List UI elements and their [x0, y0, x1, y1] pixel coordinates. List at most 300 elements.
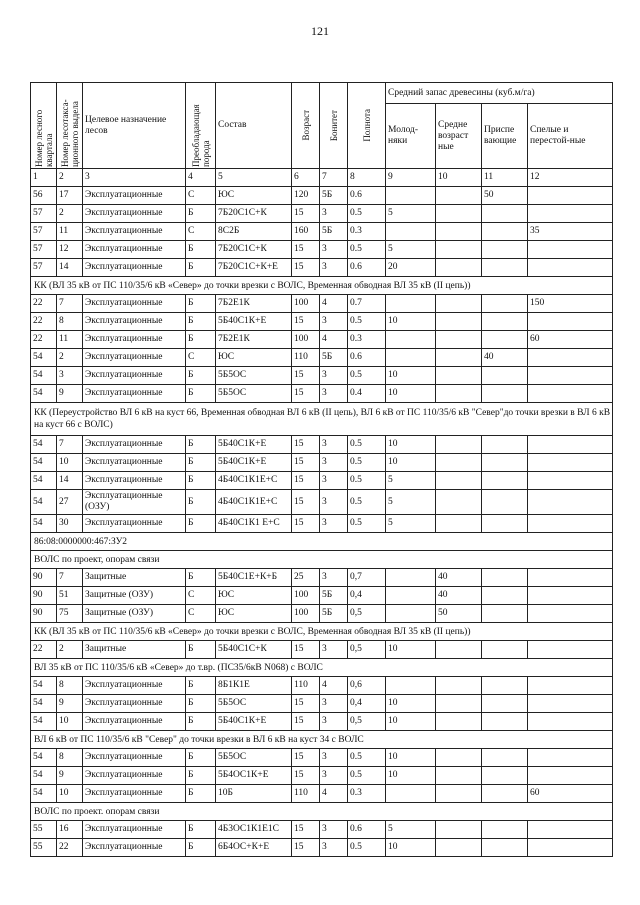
table-cell [436, 205, 482, 223]
table-cell: 22 [57, 839, 83, 857]
table-row [31, 821, 613, 839]
table-row [31, 187, 613, 205]
table-cell: 0.5 [348, 490, 386, 515]
table-cell [482, 259, 528, 277]
table-cell: Б [186, 713, 216, 731]
table-cell: 3 [320, 821, 348, 839]
table-cell [436, 472, 482, 490]
header-allotment: Номер лесотакса-ционного выдела [57, 83, 83, 169]
table-cell: 0,5 [348, 605, 386, 623]
table-cell: Эксплуатационные [83, 187, 186, 205]
table-cell [386, 187, 436, 205]
table-cell: 10 [386, 695, 436, 713]
table-cell: 54 [31, 515, 57, 533]
table-cell: 15 [292, 241, 320, 259]
section-row [31, 551, 613, 569]
table-cell: 3 [320, 839, 348, 857]
table-cell: 3 [57, 367, 83, 385]
table-cell: 0.5 [348, 454, 386, 472]
table-cell: 6Б4ОС+К+Е [216, 839, 292, 857]
table-cell [482, 295, 528, 313]
header-density: Полнота [348, 83, 386, 169]
table-cell [436, 515, 482, 533]
table-row [31, 385, 613, 403]
table-cell: 16 [57, 821, 83, 839]
table-cell: 60 [528, 331, 613, 349]
table-cell [482, 472, 528, 490]
table-cell: 0.5 [348, 367, 386, 385]
table-row [31, 677, 613, 695]
table-cell: Эксплуатационные [83, 695, 186, 713]
table-cell [528, 749, 613, 767]
table-cell: 7 [57, 295, 83, 313]
table-cell: 5Б40С1К+Е [216, 436, 292, 454]
table-cell [482, 695, 528, 713]
table-cell: 40 [436, 569, 482, 587]
table-cell: Эксплуатационные [83, 331, 186, 349]
table-cell: 3 [320, 241, 348, 259]
table-cell [436, 821, 482, 839]
table-cell: Эксплуатационные [83, 295, 186, 313]
table-cell: 30 [57, 515, 83, 533]
table-cell [528, 367, 613, 385]
table-cell: 8 [57, 749, 83, 767]
table-row [31, 605, 613, 623]
table-cell: 0,6 [348, 677, 386, 695]
table-cell [386, 605, 436, 623]
header-mature: Спелые и перестой-ные [528, 104, 613, 169]
table-cell [436, 785, 482, 803]
table-row [31, 472, 613, 490]
table-cell: 11 [57, 223, 83, 241]
section-row [31, 659, 613, 677]
table-cell: Б [186, 385, 216, 403]
table-cell: 22 [31, 331, 57, 349]
header-composition: Состав [216, 83, 292, 169]
table-row [31, 223, 613, 241]
section-title: КК (ВЛ 35 кВ от ПС 110/35/6 кВ «Север» до точки врезки с ВОЛС, Временная обводная ВЛ 35 кВ (II цепь)) [31, 277, 613, 295]
header-young: Молод-няки [386, 104, 436, 169]
table-cell: 9 [57, 767, 83, 785]
table-cell [528, 587, 613, 605]
table-cell [436, 695, 482, 713]
table-cell: Б [186, 295, 216, 313]
table-row [31, 749, 613, 767]
table-cell: 15 [292, 367, 320, 385]
table-cell [528, 187, 613, 205]
table-cell [386, 785, 436, 803]
table-cell: 55 [31, 821, 57, 839]
table-cell: ЮС [216, 187, 292, 205]
table-cell: 0.6 [348, 187, 386, 205]
table-cell [436, 349, 482, 367]
table-cell: 3 [320, 367, 348, 385]
table-cell [528, 454, 613, 472]
table-cell [386, 349, 436, 367]
table-cell: 54 [31, 349, 57, 367]
table-cell [528, 313, 613, 331]
table-cell: 54 [31, 677, 57, 695]
column-number-cell: 10 [436, 169, 482, 187]
table-cell: Защитные [83, 569, 186, 587]
table-cell: С [186, 223, 216, 241]
table-cell: 3 [320, 749, 348, 767]
table-cell: Б [186, 569, 216, 587]
table-cell: 10 [386, 367, 436, 385]
table-cell: 15 [292, 259, 320, 277]
table-cell: 4Б40С1К1Е+С [216, 490, 292, 515]
forest-stock-table [30, 82, 613, 857]
table-cell: 0,5 [348, 713, 386, 731]
table-cell: 27 [57, 490, 83, 515]
table-cell: 57 [31, 241, 57, 259]
table-cell: 40 [436, 587, 482, 605]
table-cell: Б [186, 205, 216, 223]
table-cell: 75 [57, 605, 83, 623]
table-cell [482, 490, 528, 515]
table-row [31, 785, 613, 803]
table-cell: 10 [386, 767, 436, 785]
table-cell: С [186, 605, 216, 623]
table-cell: 15 [292, 490, 320, 515]
table-cell: 120 [292, 187, 320, 205]
table-cell: 55 [31, 839, 57, 857]
table-cell [528, 241, 613, 259]
table-cell: 7 [57, 436, 83, 454]
table-cell: Эксплуатационные [83, 839, 186, 857]
table-cell: 22 [31, 295, 57, 313]
table-cell: Эксплуатационные [83, 367, 186, 385]
table-body [31, 187, 613, 857]
table-cell: 150 [528, 295, 613, 313]
table-cell [436, 223, 482, 241]
table-cell: 5Б [320, 587, 348, 605]
section-row [31, 623, 613, 641]
table-cell: 3 [320, 569, 348, 587]
table-cell [482, 821, 528, 839]
table-cell: 5Б40С1К+Е [216, 313, 292, 331]
column-number-cell: 12 [528, 169, 613, 187]
table-cell: 3 [320, 515, 348, 533]
header-purpose: Целевое назначение лесов [83, 83, 186, 169]
table-cell [482, 454, 528, 472]
table-cell: 8 [57, 677, 83, 695]
table-cell [482, 677, 528, 695]
table-cell: 51 [57, 587, 83, 605]
table-cell [528, 767, 613, 785]
table-cell: 0.4 [348, 385, 386, 403]
table-cell: 7Б20С1С+К [216, 205, 292, 223]
table-cell: 0.6 [348, 259, 386, 277]
table-cell: 100 [292, 331, 320, 349]
table-cell: 54 [31, 785, 57, 803]
table-cell: 50 [436, 605, 482, 623]
table-cell: 5 [386, 515, 436, 533]
table-cell: 50 [482, 187, 528, 205]
table-cell: 54 [31, 490, 57, 515]
table-cell: ЮС [216, 587, 292, 605]
table-cell: 9 [57, 385, 83, 403]
column-number-cell: 6 [292, 169, 320, 187]
column-number-cell: 9 [386, 169, 436, 187]
table-row [31, 490, 613, 515]
table-cell: 3 [320, 205, 348, 223]
table-cell: 3 [320, 713, 348, 731]
table-cell: Защитные [83, 641, 186, 659]
table-cell: 0.5 [348, 472, 386, 490]
table-cell [436, 241, 482, 259]
section-row [31, 277, 613, 295]
column-number-cell: 7 [320, 169, 348, 187]
table-cell [482, 713, 528, 731]
table-cell: 90 [31, 587, 57, 605]
table-cell [436, 767, 482, 785]
table-cell: 0.3 [348, 785, 386, 803]
table-row [31, 436, 613, 454]
table-cell: 4Б40С1К1 Е+С [216, 515, 292, 533]
table-cell: 10 [386, 313, 436, 331]
table-cell: 2 [57, 349, 83, 367]
table-cell [436, 641, 482, 659]
table-cell: 54 [31, 454, 57, 472]
table-cell: Эксплуатационные [83, 241, 186, 259]
table-cell: Б [186, 821, 216, 839]
table-cell: 5Б5ОС [216, 385, 292, 403]
table-cell [482, 367, 528, 385]
column-number-cell: 2 [57, 169, 83, 187]
table-cell: 15 [292, 749, 320, 767]
section-title: ВЛ 6 кВ от ПС 110/35/6 кВ "Север" до точки врезки в ВЛ 6 кВ на куст 34 с ВОЛС [31, 731, 613, 749]
table-cell: 10 [386, 713, 436, 731]
table-cell [528, 205, 613, 223]
table-cell [528, 839, 613, 857]
table-cell [482, 385, 528, 403]
table-cell: 57 [31, 259, 57, 277]
table-cell: 5 [386, 490, 436, 515]
table-cell: 20 [386, 259, 436, 277]
table-cell: 5Б40С1К+Е [216, 454, 292, 472]
table-cell: 0.5 [348, 749, 386, 767]
section-row [31, 803, 613, 821]
table-cell: 15 [292, 454, 320, 472]
table-cell: С [186, 187, 216, 205]
table-cell: Эксплуатационные [83, 515, 186, 533]
table-cell [528, 821, 613, 839]
table-cell: 4 [320, 331, 348, 349]
table-cell: 15 [292, 695, 320, 713]
table-cell: Эксплуатационные [83, 349, 186, 367]
table-cell: 2 [57, 205, 83, 223]
table-cell: Б [186, 515, 216, 533]
table-cell [528, 641, 613, 659]
table-cell: 0.7 [348, 295, 386, 313]
table-cell [482, 331, 528, 349]
table-cell: 3 [320, 259, 348, 277]
table-cell: 5Б [320, 187, 348, 205]
table-cell: Эксплуатационные [83, 677, 186, 695]
table-cell: 110 [292, 349, 320, 367]
table-cell: Эксплуатационные [83, 205, 186, 223]
table-cell: 0.5 [348, 313, 386, 331]
table-cell [436, 385, 482, 403]
section-title: ВЛ 35 кВ от ПС 110/35/6 кВ «Север» до т.вр. (ПС35/6кВ N068) с ВОЛС [31, 659, 613, 677]
table-cell: 3 [320, 472, 348, 490]
table-cell: 5 [386, 205, 436, 223]
table-cell: 110 [292, 785, 320, 803]
table-cell: 54 [31, 767, 57, 785]
table-cell: 10 [386, 641, 436, 659]
table-cell: 54 [31, 749, 57, 767]
table-cell: 15 [292, 472, 320, 490]
table-cell: 160 [292, 223, 320, 241]
table-cell: Защитные (ОЗУ) [83, 587, 186, 605]
table-cell [528, 515, 613, 533]
table-cell: Б [186, 436, 216, 454]
table-cell [436, 187, 482, 205]
header-middle-aged: Средне возраст ные [436, 104, 482, 169]
table-cell [528, 677, 613, 695]
section-title: ВОЛС по проект. опорам связи [31, 803, 613, 821]
table-cell: 8Б1К1Е [216, 677, 292, 695]
table-cell: Защитные (ОЗУ) [83, 605, 186, 623]
table-cell [482, 515, 528, 533]
table-row [31, 313, 613, 331]
table-cell: 4 [320, 295, 348, 313]
table-cell: 3 [320, 385, 348, 403]
table-cell: 57 [31, 205, 57, 223]
table-cell [436, 313, 482, 331]
column-number-cell: 5 [216, 169, 292, 187]
table-cell: Б [186, 641, 216, 659]
table-row [31, 515, 613, 533]
table-cell: 3 [320, 641, 348, 659]
column-number-cell: 1 [31, 169, 57, 187]
column-number-cell: 11 [482, 169, 528, 187]
table-cell: Б [186, 677, 216, 695]
table-cell [528, 695, 613, 713]
table-cell: Б [186, 331, 216, 349]
table-cell: 25 [292, 569, 320, 587]
table-cell: 10 [386, 749, 436, 767]
table-cell [386, 223, 436, 241]
table-row [31, 587, 613, 605]
table-cell: 4 [320, 677, 348, 695]
table-cell: 3 [320, 767, 348, 785]
table-cell [528, 605, 613, 623]
table-cell: 5Б [320, 349, 348, 367]
table-cell: 7Б2Е1К [216, 295, 292, 313]
table-cell [436, 677, 482, 695]
table-cell: 5Б5ОС [216, 749, 292, 767]
table-cell: 57 [31, 223, 57, 241]
table-cell [436, 259, 482, 277]
section-row [31, 403, 613, 436]
table-cell: Эксплуатационные [83, 436, 186, 454]
table-cell: 8 [57, 313, 83, 331]
table-cell: Б [186, 695, 216, 713]
table-cell: Б [186, 367, 216, 385]
table-cell [436, 367, 482, 385]
table-cell: 5Б40С1К+Е [216, 713, 292, 731]
table-cell: Б [186, 313, 216, 331]
table-cell: 9 [57, 695, 83, 713]
table-cell: 5Б40С1С+К [216, 641, 292, 659]
table-cell [436, 749, 482, 767]
table-cell: 10 [386, 839, 436, 857]
table-cell: 5 [386, 472, 436, 490]
table-cell: 110 [292, 677, 320, 695]
table-row [31, 569, 613, 587]
table-row [31, 713, 613, 731]
table-cell: 10 [386, 436, 436, 454]
table-cell [436, 490, 482, 515]
table-cell: 100 [292, 295, 320, 313]
table-cell: 90 [31, 605, 57, 623]
table-cell: 3 [320, 490, 348, 515]
table-cell [436, 295, 482, 313]
table-cell: 0.6 [348, 821, 386, 839]
table-cell [482, 223, 528, 241]
section-row [31, 533, 613, 551]
table-cell: 10 [57, 713, 83, 731]
table-cell: 7 [57, 569, 83, 587]
table-cell [482, 569, 528, 587]
table-cell: 3 [320, 454, 348, 472]
table-cell: 0.5 [348, 436, 386, 454]
table-cell: 10 [386, 454, 436, 472]
table-cell: Эксплуатационные [83, 223, 186, 241]
table-cell: Эксплуатационные [83, 821, 186, 839]
header-species: Преобладающая порода [186, 83, 216, 169]
section-row [31, 731, 613, 749]
table-cell [528, 436, 613, 454]
table-cell [528, 490, 613, 515]
table-row [31, 295, 613, 313]
column-number-row [31, 169, 613, 187]
table-cell: 54 [31, 385, 57, 403]
table-cell [482, 241, 528, 259]
table-cell: 54 [31, 436, 57, 454]
column-number-cell: 4 [186, 169, 216, 187]
section-title: КК (Переустройство ВЛ 6 кВ на куст 66, Временная обводная ВЛ 6 кВ (II цепь), ВЛ 6 кВ от ПС 110/35/6 кВ "Север"до точки врезки в ВЛ 6 кВ на куст 66 с ВОЛС) [31, 403, 613, 436]
table-cell [482, 641, 528, 659]
table-cell: 5Б4ОС1К+Е [216, 767, 292, 785]
table-cell: Б [186, 454, 216, 472]
table-cell [528, 713, 613, 731]
table-cell: 14 [57, 259, 83, 277]
table-cell: 10 [57, 454, 83, 472]
table-cell: 0.5 [348, 241, 386, 259]
column-number-cell: 8 [348, 169, 386, 187]
table-cell [528, 385, 613, 403]
section-title: КК (ВЛ 35 кВ от ПС 110/35/6 кВ «Север» до точки врезки с ВОЛС, Временная обводная ВЛ 35 кВ (II цепь)) [31, 623, 613, 641]
table-cell: 40 [482, 349, 528, 367]
table-cell: 0,5 [348, 641, 386, 659]
table-cell: 100 [292, 587, 320, 605]
table-cell: 54 [31, 713, 57, 731]
table-cell: 2 [57, 641, 83, 659]
table-row [31, 454, 613, 472]
table-cell: Эксплуатационные [83, 259, 186, 277]
table-cell: 17 [57, 187, 83, 205]
header-bonitet: Бонитет [320, 83, 348, 169]
table-cell [386, 569, 436, 587]
table-cell [482, 839, 528, 857]
header-age: Возраст [292, 83, 320, 169]
table-cell [528, 569, 613, 587]
table-cell: Б [186, 749, 216, 767]
table-cell: 0,4 [348, 695, 386, 713]
